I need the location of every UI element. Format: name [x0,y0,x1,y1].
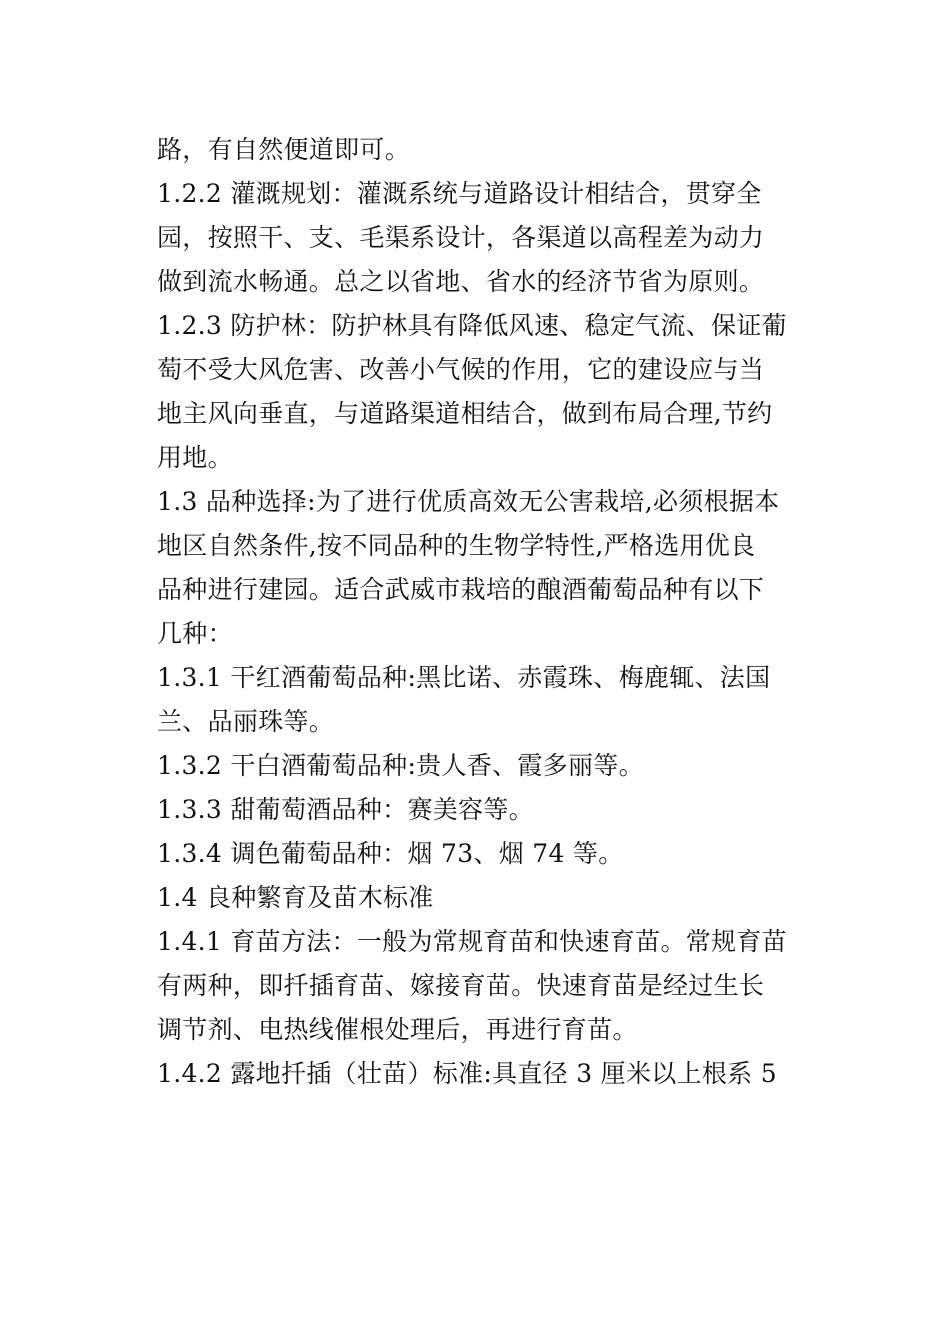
text-line-18: 1.4 良种繁育及苗木标准 [157,883,434,912]
text-line-2: 1.2.2 灌溉规划：灌溉系统与道路设计相结合，贯穿全 [157,179,762,208]
text-line-3: 园，按照干、支、毛渠系设计，各渠道以高程差为动力 [157,223,765,252]
text-line-6: 萄不受大风危害、改善小气候的作用，它的建设应与当 [157,355,765,384]
text-line-19: 1.4.1 育苗方法：一般为常规育苗和快速育苗。常规育苗 [157,927,787,956]
text-line-1: 路，有自然便道即可。 [157,135,411,164]
text-line-4: 做到流水畅通。总之以省地、省水的经济节省为原则。 [157,267,765,296]
text-line-17: 1.3.4 调色葡萄品种：烟 73、烟 74 等。 [157,839,624,868]
text-line-14: 兰、品丽珠等。 [157,707,335,736]
text-line-13: 1.3.1 干红酒葡萄品种:黑比诺、赤霞珠、梅鹿辄、法国 [157,663,771,692]
text-line-9: 1.3 品种选择:为了进行优质高效无公害栽培,必须根据本 [157,487,780,516]
text-line-15: 1.3.2 干白酒葡萄品种:贵人香、霞多丽等。 [157,751,644,780]
text-line-21: 调节剂、电热线催根处理后，再进行育苗。 [157,1015,638,1044]
text-line-7: 地主风向垂直，与道路渠道相结合，做到布局合理,节约 [157,399,773,428]
text-line-8: 用地。 [157,443,233,472]
text-line-11: 品种进行建园。适合武威市栽培的酿酒葡萄品种有以下 [157,575,765,604]
text-line-10: 地区自然条件,按不同品种的生物学特性,严格选用优良 [157,531,756,560]
text-line-5: 1.2.3 防护林：防护林具有降低风速、稳定气流、保证葡 [157,311,787,340]
text-line-16: 1.3.3 甜葡萄酒品种：赛美容等。 [157,795,534,824]
text-line-20: 有两种，即扦插育苗、嫁接育苗。快速育苗是经过生长 [157,971,765,1000]
document-body [157,128,797,1096]
text-line-22: 1.4.2 露地扦插（壮苗）标准:具直径 3 厘米以上根系 5 [157,1059,777,1088]
text-line-12: 几种： [157,619,233,648]
